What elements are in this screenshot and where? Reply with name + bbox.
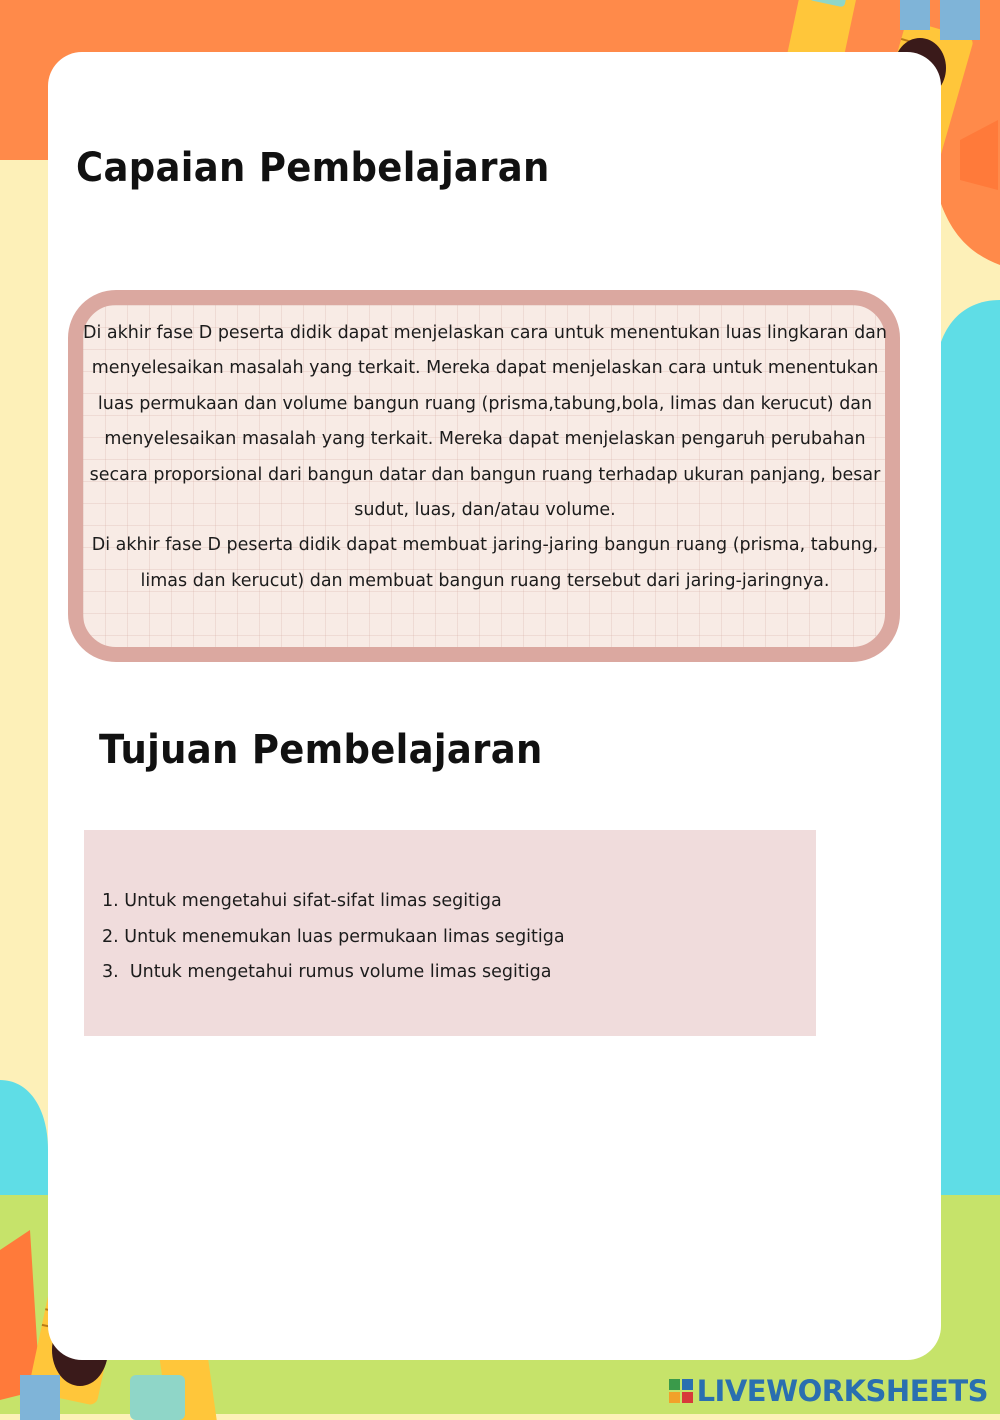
tujuan-heading: Tujuan Pembelajaran <box>99 726 543 773</box>
tujuan-list <box>102 884 565 991</box>
list-item: 1. Untuk mengetahui sifat-sifat limas segitiga <box>102 891 502 911</box>
capaian-heading: Capaian Pembelajaran <box>76 144 550 191</box>
liveworksheets-watermark[interactable] <box>669 1372 988 1410</box>
liveworksheets-brand: LIVEWORKSHEETS <box>696 1374 988 1408</box>
capaian-paragraph-2: Di akhir fase D peserta didik dapat membuat jaring-jaring bangun ruang (prisma, tabung, limas dan kerucut) dan membuat bangun ruang tersebut dari jaring-jaringnya. <box>91 535 879 591</box>
list-item: 2. Untuk menemukan luas permukaan limas segitiga <box>102 926 565 947</box>
capaian-text <box>82 316 888 599</box>
liveworksheets-logo-icon <box>669 1379 693 1403</box>
capaian-paragraph-1: Di akhir fase D peserta didik dapat menjelaskan cara untuk menentukan luas lingkaran dan menyelesaikan masalah yang terkait. Mereka dapat menjelaskan cara untuk menentukan luas permukaan dan volume bangun ruang (prisma,tabung,bola, limas dan kerucut) dan menyelesaikan masalah yang terkait. Mereka dapat menjelaskan pengaruh perubahan secara proporsional dari bangun datar dan bangun ruang terhadap ukuran panjang, besar sudut, luas, dan/atau volume. <box>82 323 888 521</box>
content-card <box>48 52 941 1360</box>
list-item: 3. Untuk mengetahui rumus volume limas segitiga <box>102 962 552 982</box>
